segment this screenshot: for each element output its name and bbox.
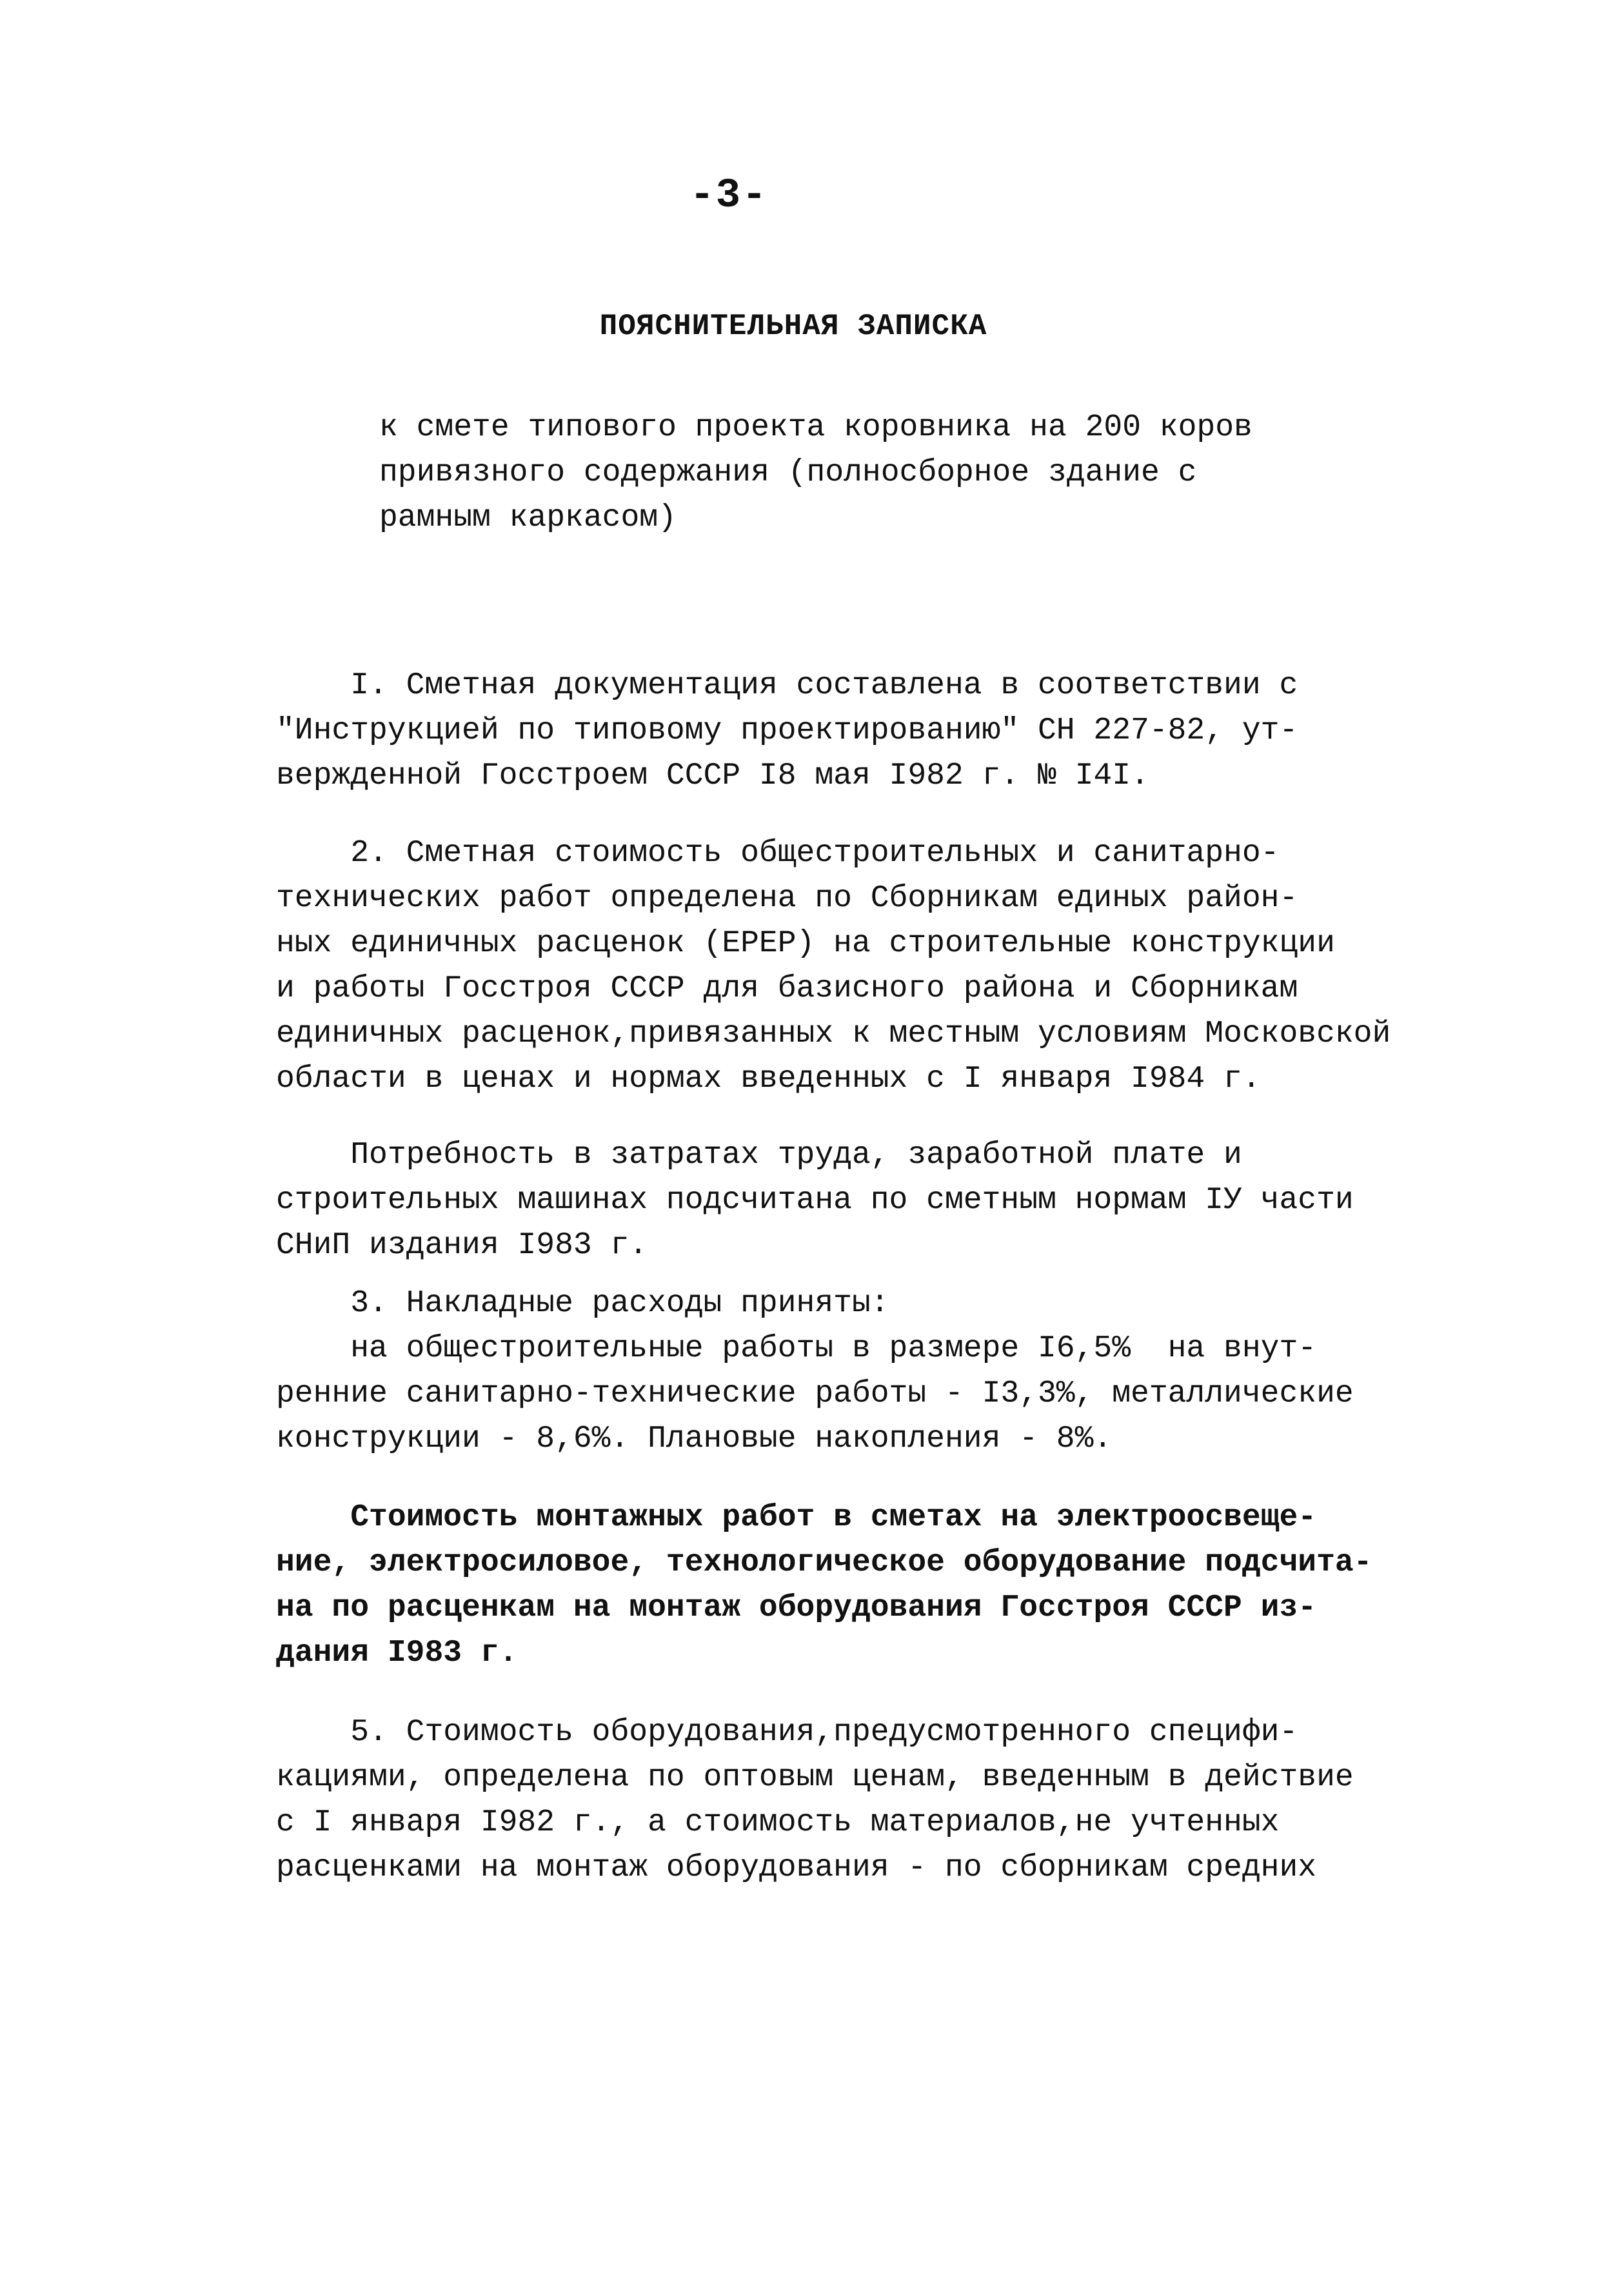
paragraph-line: вержденной Госстроем СССР I8 мая I982 г. № I4I. [276,758,1149,793]
paragraph-line: Потребность в затратах труда, заработной плате и [276,1138,1242,1173]
paragraph-line: расценками на монтаж оборудования - по сборникам средних [276,1850,1317,1885]
paragraph-line: ние, электросиловое, технологическое оборудование подсчита- [276,1545,1372,1580]
paragraph-line: Стоимость монтажных работ в сметах на электроосвеще- [276,1500,1317,1535]
paragraph-line: ренние санитарно-технические работы - I3,3%, металлические [276,1376,1354,1411]
document-subtitle [379,405,1347,540]
paragraph-1 [276,663,1411,798]
paragraph-line: области в ценах и нормах введенных с I января I984 г. [276,1062,1261,1096]
paragraph-line: конструкции - 8,6%. Плановые накопления - 8%. [276,1422,1113,1456]
paragraph-line: кациями, определена по оптовым ценам, введенным в действие [276,1760,1354,1795]
paragraph-line: 5. Стоимость оборудования,предусмотренного специфи- [276,1715,1298,1750]
paragraph-labor [276,1133,1411,1268]
paragraph-line: на по расценкам на монтаж оборудования Госстроя СССР из- [276,1591,1317,1625]
paragraph-line: единичных расценок,привязанных к местным условиям Московской [276,1016,1391,1051]
paragraph-5 [276,1710,1411,1890]
paragraph-2 [276,831,1411,1102]
paragraph-line: СНиП издания I983 г. [276,1228,648,1263]
paragraph-line: технических работ определена по Сборникам единых район- [276,881,1298,916]
paragraph-mounting [276,1495,1411,1676]
page-title: ПОЯСНИТЕЛЬНАЯ ЗАПИСКА [599,310,987,343]
paragraph-line: строительных машинах подсчитана по сметным нормам IУ части [276,1183,1354,1218]
paragraph-line: с I января I982 г., а стоимость материалов,не учтенных [276,1805,1280,1840]
paragraph-line: ных единичных расценок (ЕРЕР) на строительные конструкции [276,926,1335,961]
paragraph-line: 2. Сметная стоимость общестроительных и санитарно- [276,836,1280,871]
subtitle-line: привязного содержания (полносборное здание с [379,455,1197,490]
subtitle-line: к смете типового проекта коровника на 200 коров [379,410,1253,445]
paragraph-line: 3. Накладные расходы приняты: [276,1286,889,1321]
page-number: -3- [689,173,768,219]
paragraph-line: "Инструкцией по типовому проектированию" СН 227-82, ут- [276,713,1298,748]
paragraph-line: дания I983 г. [276,1636,518,1670]
paragraph-line: I. Сметная документация составлена в соответствии с [276,668,1298,703]
paragraph-3 [276,1281,1411,1462]
subtitle-line: рамным каркасом) [379,501,677,535]
paragraph-line: на общестроительные работы в размере I6,5% на внут- [276,1331,1317,1366]
paragraph-line: и работы Госстроя СССР для базисного района и Сборникам [276,971,1298,1006]
